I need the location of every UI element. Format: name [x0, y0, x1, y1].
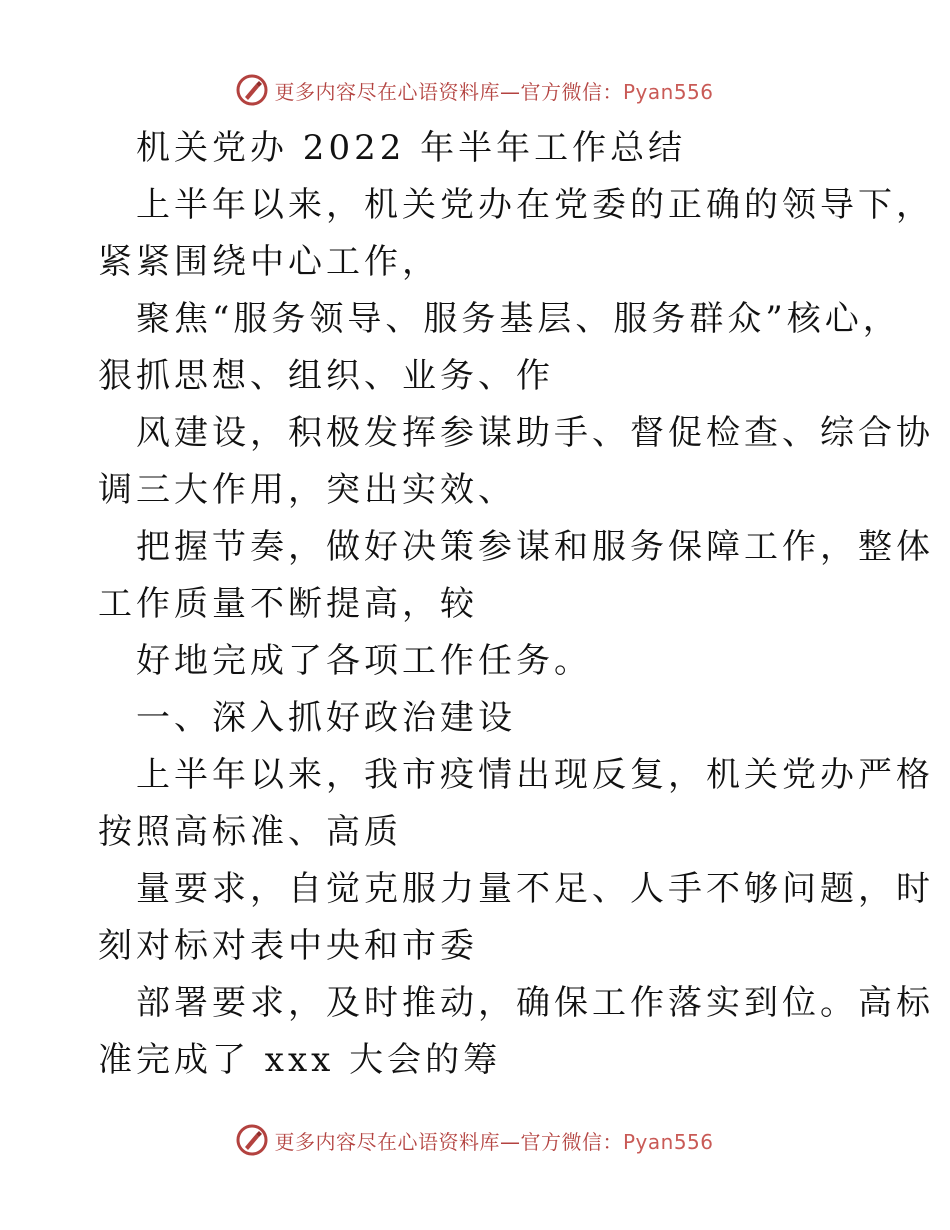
text-line: 量要求，自觉克服力量不足、人手不够问题，时: [136, 869, 934, 909]
header-watermark: [0, 70, 950, 110]
text-line: 狠抓思想、组织、业务、作: [98, 356, 554, 396]
text-line: 上半年以来，机关党办在党委的正确的领导下，: [136, 185, 934, 225]
watermark-pen-logo-icon: [236, 74, 268, 106]
watermark-pen-logo-icon: [236, 1124, 268, 1156]
watermark-handle: Pyan556: [622, 1129, 714, 1154]
text-line: 准完成了 xxx 大会的筹: [98, 1040, 502, 1080]
document-body: [98, 120, 934, 1089]
text-line: 一、深入抓好政治建设: [136, 698, 516, 738]
watermark-text: 更多内容尽在心语资料库—官方微信：Pyan556: [274, 1129, 714, 1154]
text-line: 工作质量不断提高，较: [98, 584, 478, 624]
text-line: 风建设，积极发挥参谋助手、督促检查、综合协: [136, 413, 934, 453]
footer-watermark: [0, 1120, 950, 1160]
document-title: 机关党办 2022 年半年工作总结: [136, 128, 687, 168]
watermark-text: 更多内容尽在心语资料库—官方微信：Pyan556: [274, 79, 714, 104]
text-line: 按照高标准、高质: [98, 812, 402, 852]
text-line: 把握节奏，做好决策参谋和服务保障工作，整体: [136, 527, 934, 567]
text-line: 调三大作用，突出实效、: [98, 470, 516, 510]
text-line: 好地完成了各项工作任务。: [136, 641, 592, 681]
text-line: 上半年以来，我市疫情出现反复，机关党办严格: [136, 755, 934, 795]
text-line: 部署要求，及时推动，确保工作落实到位。高标: [136, 983, 934, 1023]
watermark-handle: Pyan556: [622, 79, 714, 104]
text-line: 刻对标对表中央和市委: [98, 926, 478, 966]
text-line: 聚焦“服务领导、服务基层、服务群众”核心，: [136, 299, 901, 339]
text-line: 紧紧围绕中心工作，: [98, 242, 440, 282]
